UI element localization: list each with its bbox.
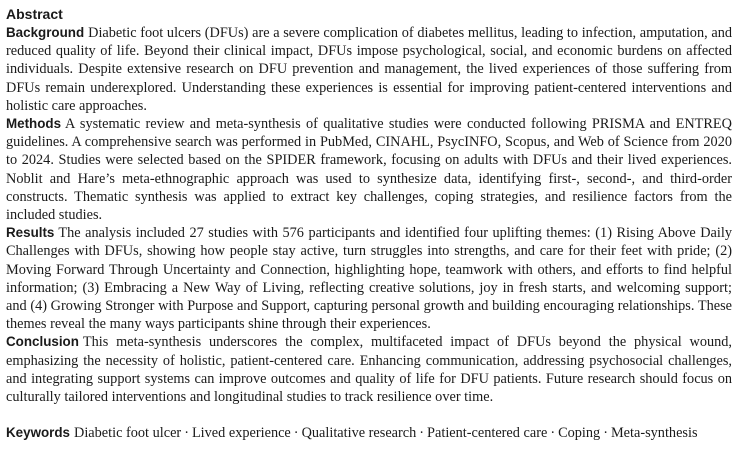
- keywords-line: [6, 424, 732, 442]
- keyword-item: Lived experience: [191, 425, 291, 442]
- results-label: Results: [6, 225, 55, 241]
- keywords-label: Keywords: [6, 425, 70, 441]
- results-section: [6, 224, 732, 333]
- conclusion-section: [6, 333, 732, 406]
- keyword-separator: ·: [184, 425, 189, 442]
- keyword-separator: ·: [603, 425, 608, 442]
- keyword-item: Patient-centered care: [427, 425, 548, 442]
- keyword-item: Meta-synthesis: [610, 425, 698, 442]
- methods-section: [6, 115, 732, 224]
- keyword-item: Qualitative research: [301, 425, 417, 442]
- keyword-item: Coping: [558, 425, 601, 442]
- methods-label: Methods: [6, 116, 62, 132]
- conclusion-text: This meta-synthesis underscores the complex, multifaceted impact of DFUs beyond the physical wound, emphasizing the necessity of holistic, patient-centered care. Enhancing communication, addressing psychosocial challenges, and integrating support systems can improve outcomes and quality of life for DFU patients. Future research should focus on culturally tailored interventions and longitudinal studies to track resilience over time.: [6, 334, 732, 406]
- methods-text: A systematic review and meta-synthesis of qualitative studies were conducted following PRISMA and ENTREQ guidelines. A comprehensive search was performed in PubMed, CINAHL, PsycINFO, Scopus, and Web of Science from 2020 to 2024. Studies were selected based on the SPIDER framework, focusing on adults with DFUs and their lived experiences. Noblit and Hare’s meta-ethnographic approach was used to synthesize data, identifying first-, second-, and third-order constructs. Thematic synthesis was applied to extract key challenges, coping strategies, and resilience factors from the included studies.: [6, 116, 732, 224]
- keyword-item: Diabetic foot ulcer: [74, 425, 182, 442]
- abstract-heading: Abstract: [6, 6, 63, 22]
- keyword-separator: ·: [550, 425, 556, 442]
- abstract-block: [6, 5, 732, 442]
- keyword-separator: ·: [293, 425, 299, 442]
- results-text: The analysis included 27 studies with 576 participants and identified four uplifting themes: (1) Rising Above Daily Challenges with DFUs, showing how people stay active, turn struggles into strengths, and care for their feet with pride; (2) Moving Forward Through Uncertainty and Connection, highlighting hope, teamwork with others, and efforts to find helpful information; (3) Embracing a New Way of Living, reflecting creative solutions, joy in fresh starts, and welcoming support; and (4) Growing Stronger with Purpose and Support, capturing personal growth and building encouraging relationships. These themes reveal the many ways participants shine through their experiences.: [6, 225, 732, 333]
- keyword-separator: ·: [419, 425, 425, 442]
- background-text: Diabetic foot ulcers (DFUs) are a severe complication of diabetes mellitus, leading to infection, amputation, and reduced quality of life. Beyond their clinical impact, DFUs impose psychological, social, and economic burdens on affected individuals. Despite extensive research on DFU prevention and management, the lived experiences of those suffering from DFUs remain underexplored. Understanding these experiences is essential for improving patient-centered interventions and holistic care approaches.: [6, 25, 732, 114]
- background-section: [6, 24, 732, 115]
- background-label: Background: [6, 25, 85, 40]
- conclusion-label: Conclusion: [6, 334, 79, 350]
